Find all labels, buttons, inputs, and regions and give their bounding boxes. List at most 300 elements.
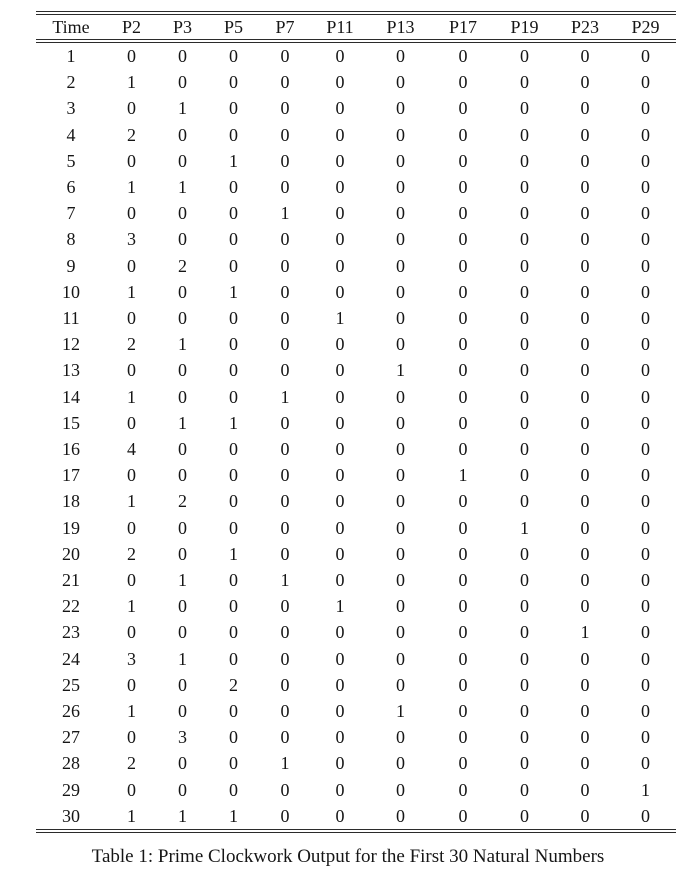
time-cell: 22 xyxy=(62,596,80,617)
exponent-cell: 0 xyxy=(229,753,238,774)
exponent-cell: 1 xyxy=(280,570,290,591)
exponent-cell: 0 xyxy=(229,465,238,486)
exponent-cell: 0 xyxy=(520,412,529,433)
exponent-cell: 2 xyxy=(178,491,187,512)
exponent-cell: 0 xyxy=(335,570,345,591)
exponent-cell: 0 xyxy=(641,203,650,224)
exponent-cell: 0 xyxy=(280,150,290,171)
exponent-cell: 0 xyxy=(335,701,345,722)
exponent-cell: 0 xyxy=(520,203,529,224)
exponent-cell: 0 xyxy=(641,334,650,355)
exponent-cell: 0 xyxy=(280,281,290,302)
exponent-cell: 0 xyxy=(520,805,529,826)
exponent-cell: 0 xyxy=(127,622,136,643)
exponent-cell: 0 xyxy=(229,334,238,355)
table-row xyxy=(36,724,676,750)
exponent-cell: 0 xyxy=(458,177,468,198)
exponent-cell: 0 xyxy=(178,386,187,407)
exponent-cell: 0 xyxy=(580,570,590,591)
exponent-cell: 0 xyxy=(396,596,405,617)
exponent-cell: 0 xyxy=(127,46,136,66)
exponent-cell: 0 xyxy=(335,386,345,407)
table-row xyxy=(36,148,676,174)
exponent-cell: 0 xyxy=(178,72,187,93)
exponent-cell: 0 xyxy=(335,281,345,302)
time-cell: 26 xyxy=(62,701,80,722)
time-cell: 23 xyxy=(62,622,80,643)
exponent-cell: 0 xyxy=(229,203,238,224)
exponent-cell: 0 xyxy=(458,701,468,722)
exponent-cell: 0 xyxy=(335,124,345,145)
exponent-cell: 0 xyxy=(580,465,590,486)
exponent-cell: 0 xyxy=(280,622,290,643)
exponent-cell: 0 xyxy=(458,72,468,93)
exponent-cell: 0 xyxy=(178,124,187,145)
time-cell: 28 xyxy=(62,753,80,774)
time-cell: 10 xyxy=(62,281,80,302)
table-row xyxy=(36,462,676,488)
exponent-cell: 1 xyxy=(396,360,405,381)
exponent-cell: 0 xyxy=(396,124,405,145)
exponent-cell: 0 xyxy=(641,412,650,433)
time-cell: 16 xyxy=(62,439,80,460)
table-row xyxy=(36,69,676,95)
exponent-cell: 0 xyxy=(280,124,290,145)
table-row xyxy=(36,803,676,831)
exponent-cell: 0 xyxy=(396,543,405,564)
time-cell: 3 xyxy=(66,98,76,119)
time-cell: 25 xyxy=(62,674,80,695)
table-row xyxy=(36,646,676,672)
table-row xyxy=(36,410,676,436)
exponent-cell: 1 xyxy=(127,177,136,198)
column-header-p3: P3 xyxy=(157,13,208,41)
exponent-cell: 0 xyxy=(580,203,590,224)
exponent-cell: 0 xyxy=(178,596,187,617)
column-header-p17: P17 xyxy=(432,13,494,41)
exponent-cell: 0 xyxy=(520,674,529,695)
exponent-cell: 1 xyxy=(520,517,529,538)
exponent-cell: 0 xyxy=(458,570,468,591)
exponent-cell: 0 xyxy=(641,622,650,643)
exponent-cell: 0 xyxy=(280,805,290,826)
exponent-cell: 0 xyxy=(396,674,405,695)
exponent-cell: 0 xyxy=(458,648,468,669)
exponent-cell: 0 xyxy=(520,308,529,329)
exponent-cell: 0 xyxy=(127,150,136,171)
exponent-cell: 0 xyxy=(580,805,590,826)
exponent-cell: 0 xyxy=(335,465,345,486)
exponent-cell: 1 xyxy=(580,622,590,643)
exponent-cell: 0 xyxy=(580,281,590,302)
table-row xyxy=(36,253,676,279)
exponent-cell: 0 xyxy=(229,98,238,119)
exponent-cell: 0 xyxy=(641,596,650,617)
exponent-cell: 0 xyxy=(396,46,405,66)
exponent-cell: 0 xyxy=(580,491,590,512)
exponent-cell: 0 xyxy=(580,177,590,198)
exponent-cell: 0 xyxy=(458,360,468,381)
exponent-cell: 0 xyxy=(127,779,136,800)
exponent-cell: 0 xyxy=(229,177,238,198)
exponent-cell: 0 xyxy=(458,386,468,407)
exponent-cell: 0 xyxy=(335,491,345,512)
exponent-cell: 0 xyxy=(641,46,650,66)
time-cell: 7 xyxy=(66,203,76,224)
exponent-cell: 0 xyxy=(396,491,405,512)
exponent-cell: 0 xyxy=(127,412,136,433)
exponent-cell: 0 xyxy=(641,177,650,198)
exponent-cell: 0 xyxy=(520,255,529,276)
exponent-cell: 0 xyxy=(458,805,468,826)
exponent-cell: 0 xyxy=(335,779,345,800)
exponent-cell: 0 xyxy=(458,98,468,119)
time-cell: 12 xyxy=(62,334,80,355)
exponent-cell: 0 xyxy=(178,439,187,460)
exponent-cell: 0 xyxy=(396,150,405,171)
time-cell: 21 xyxy=(62,570,80,591)
exponent-cell: 0 xyxy=(229,779,238,800)
exponent-cell: 0 xyxy=(178,701,187,722)
exponent-cell: 0 xyxy=(335,72,345,93)
table-header-row xyxy=(36,13,676,41)
column-header-time: Time xyxy=(36,13,106,41)
exponent-cell: 0 xyxy=(127,203,136,224)
exponent-cell: 0 xyxy=(229,255,238,276)
exponent-cell: 0 xyxy=(580,255,590,276)
exponent-cell: 0 xyxy=(280,72,290,93)
exponent-cell: 1 xyxy=(229,805,238,826)
exponent-cell: 0 xyxy=(580,727,590,748)
column-header-p23: P23 xyxy=(555,13,615,41)
exponent-cell: 0 xyxy=(178,622,187,643)
table-row xyxy=(36,200,676,226)
exponent-cell: 1 xyxy=(229,281,238,302)
exponent-cell: 1 xyxy=(178,805,187,826)
exponent-cell: 0 xyxy=(520,334,529,355)
time-cell: 5 xyxy=(66,150,76,171)
exponent-cell: 0 xyxy=(458,779,468,800)
exponent-cell: 0 xyxy=(335,805,345,826)
time-cell: 11 xyxy=(62,308,80,329)
exponent-cell: 0 xyxy=(641,150,650,171)
table-row xyxy=(36,41,676,69)
table-row xyxy=(36,122,676,148)
exponent-cell: 0 xyxy=(229,517,238,538)
table-row xyxy=(36,593,676,619)
exponent-cell: 0 xyxy=(280,46,290,66)
exponent-cell: 2 xyxy=(127,124,136,145)
time-cell: 29 xyxy=(62,779,80,800)
time-cell: 19 xyxy=(62,517,80,538)
exponent-cell: 0 xyxy=(127,570,136,591)
exponent-cell: 1 xyxy=(178,334,187,355)
exponent-cell: 0 xyxy=(335,255,345,276)
exponent-cell: 0 xyxy=(641,98,650,119)
exponent-cell: 2 xyxy=(229,674,238,695)
column-header-p5: P5 xyxy=(208,13,259,41)
exponent-cell: 0 xyxy=(396,570,405,591)
exponent-cell: 0 xyxy=(641,648,650,669)
exponent-cell: 0 xyxy=(280,543,290,564)
exponent-cell: 1 xyxy=(178,570,187,591)
exponent-cell: 0 xyxy=(280,334,290,355)
exponent-cell: 0 xyxy=(396,255,405,276)
exponent-cell: 1 xyxy=(229,150,238,171)
exponent-cell: 0 xyxy=(280,360,290,381)
exponent-cell: 0 xyxy=(458,412,468,433)
exponent-cell: 0 xyxy=(580,412,590,433)
column-header-p7: P7 xyxy=(259,13,311,41)
exponent-cell: 1 xyxy=(127,281,136,302)
exponent-cell: 0 xyxy=(280,98,290,119)
exponent-cell: 0 xyxy=(396,517,405,538)
exponent-cell: 0 xyxy=(178,203,187,224)
exponent-cell: 0 xyxy=(458,308,468,329)
exponent-cell: 0 xyxy=(641,543,650,564)
exponent-cell: 2 xyxy=(178,255,187,276)
exponent-cell: 0 xyxy=(335,727,345,748)
time-cell: 17 xyxy=(62,465,80,486)
exponent-cell: 0 xyxy=(458,727,468,748)
exponent-cell: 0 xyxy=(520,491,529,512)
exponent-cell: 0 xyxy=(520,648,529,669)
exponent-cell: 0 xyxy=(520,386,529,407)
exponent-cell: 0 xyxy=(641,229,650,250)
exponent-cell: 2 xyxy=(127,753,136,774)
exponent-cell: 3 xyxy=(127,648,136,669)
exponent-cell: 0 xyxy=(396,622,405,643)
exponent-cell: 0 xyxy=(520,622,529,643)
exponent-cell: 0 xyxy=(580,543,590,564)
exponent-cell: 0 xyxy=(580,308,590,329)
exponent-cell: 0 xyxy=(127,517,136,538)
exponent-cell: 0 xyxy=(641,570,650,591)
exponent-cell: 4 xyxy=(127,439,136,460)
time-cell: 9 xyxy=(66,255,76,276)
exponent-cell: 0 xyxy=(396,98,405,119)
table-row xyxy=(36,279,676,305)
exponent-cell: 0 xyxy=(580,701,590,722)
exponent-cell: 0 xyxy=(458,622,468,643)
prime-clockwork-table xyxy=(36,11,676,833)
exponent-cell: 1 xyxy=(280,753,290,774)
exponent-cell: 0 xyxy=(520,124,529,145)
exponent-cell: 0 xyxy=(520,150,529,171)
exponent-cell: 0 xyxy=(280,229,290,250)
time-cell: 27 xyxy=(62,727,80,748)
exponent-cell: 0 xyxy=(229,46,238,66)
exponent-cell: 0 xyxy=(396,727,405,748)
exponent-cell: 0 xyxy=(580,98,590,119)
exponent-cell: 1 xyxy=(178,648,187,669)
table-row xyxy=(36,384,676,410)
column-header-p19: P19 xyxy=(494,13,555,41)
exponent-cell: 0 xyxy=(229,727,238,748)
exponent-cell: 0 xyxy=(580,648,590,669)
exponent-cell: 0 xyxy=(127,308,136,329)
table-row xyxy=(36,619,676,645)
table-caption: Table 1: Prime Clockwork Output for the First 30 Natural Numbers xyxy=(91,846,605,868)
exponent-cell: 0 xyxy=(229,701,238,722)
table-row xyxy=(36,226,676,252)
exponent-cell: 0 xyxy=(178,360,187,381)
exponent-cell: 0 xyxy=(335,98,345,119)
column-header-p11: P11 xyxy=(311,13,369,41)
exponent-cell: 0 xyxy=(580,334,590,355)
exponent-cell: 0 xyxy=(229,596,238,617)
exponent-cell: 0 xyxy=(280,308,290,329)
exponent-cell: 0 xyxy=(458,439,468,460)
exponent-cell: 0 xyxy=(641,465,650,486)
exponent-cell: 1 xyxy=(178,177,187,198)
exponent-cell: 0 xyxy=(580,46,590,66)
exponent-cell: 0 xyxy=(229,308,238,329)
exponent-cell: 0 xyxy=(178,517,187,538)
exponent-cell: 0 xyxy=(641,360,650,381)
exponent-cell: 0 xyxy=(580,674,590,695)
exponent-cell: 0 xyxy=(396,334,405,355)
exponent-cell: 0 xyxy=(178,753,187,774)
table-row xyxy=(36,541,676,567)
exponent-cell: 0 xyxy=(580,596,590,617)
exponent-cell: 0 xyxy=(641,701,650,722)
exponent-cell: 0 xyxy=(127,465,136,486)
exponent-cell: 1 xyxy=(458,465,468,486)
exponent-cell: 0 xyxy=(520,281,529,302)
exponent-cell: 0 xyxy=(396,281,405,302)
table-row xyxy=(36,515,676,541)
exponent-cell: 0 xyxy=(335,674,345,695)
exponent-cell: 0 xyxy=(641,491,650,512)
exponent-cell: 0 xyxy=(229,360,238,381)
exponent-cell: 0 xyxy=(458,543,468,564)
exponent-cell: 0 xyxy=(458,334,468,355)
exponent-cell: 0 xyxy=(335,517,345,538)
exponent-cell: 0 xyxy=(520,779,529,800)
exponent-cell: 1 xyxy=(335,308,345,329)
exponent-cell: 0 xyxy=(280,648,290,669)
exponent-cell: 0 xyxy=(458,491,468,512)
exponent-cell: 0 xyxy=(229,570,238,591)
exponent-cell: 1 xyxy=(280,386,290,407)
time-cell: 20 xyxy=(62,543,80,564)
table-header xyxy=(36,13,676,41)
exponent-cell: 0 xyxy=(580,753,590,774)
exponent-cell: 0 xyxy=(641,386,650,407)
exponent-cell: 1 xyxy=(127,72,136,93)
exponent-cell: 0 xyxy=(335,753,345,774)
exponent-cell: 0 xyxy=(335,360,345,381)
exponent-cell: 0 xyxy=(396,779,405,800)
exponent-cell: 0 xyxy=(396,648,405,669)
exponent-cell: 2 xyxy=(127,543,136,564)
exponent-cell: 0 xyxy=(127,98,136,119)
time-cell: 1 xyxy=(66,46,76,66)
exponent-cell: 1 xyxy=(229,543,238,564)
table-row xyxy=(36,95,676,121)
exponent-cell: 0 xyxy=(641,281,650,302)
time-cell: 4 xyxy=(66,124,76,145)
table-row xyxy=(36,777,676,803)
exponent-cell: 0 xyxy=(229,124,238,145)
exponent-cell: 0 xyxy=(520,465,529,486)
time-cell: 2 xyxy=(66,72,76,93)
exponent-cell: 0 xyxy=(178,674,187,695)
exponent-cell: 0 xyxy=(280,491,290,512)
exponent-cell: 0 xyxy=(335,648,345,669)
exponent-cell: 0 xyxy=(127,255,136,276)
exponent-cell: 0 xyxy=(280,255,290,276)
exponent-cell: 0 xyxy=(229,386,238,407)
exponent-cell: 0 xyxy=(520,727,529,748)
exponent-cell: 0 xyxy=(641,727,650,748)
exponent-cell: 0 xyxy=(520,439,529,460)
exponent-cell: 0 xyxy=(396,229,405,250)
exponent-cell: 0 xyxy=(229,622,238,643)
table-row xyxy=(36,436,676,462)
table-row xyxy=(36,331,676,357)
exponent-cell: 0 xyxy=(178,543,187,564)
exponent-cell: 0 xyxy=(520,701,529,722)
exponent-cell: 0 xyxy=(280,465,290,486)
exponent-cell: 1 xyxy=(127,805,136,826)
exponent-cell: 0 xyxy=(458,150,468,171)
exponent-cell: 1 xyxy=(641,779,650,800)
exponent-cell: 0 xyxy=(520,229,529,250)
exponent-cell: 1 xyxy=(127,701,136,722)
exponent-cell: 0 xyxy=(641,517,650,538)
exponent-cell: 0 xyxy=(520,46,529,66)
table-body xyxy=(36,41,676,831)
exponent-cell: 0 xyxy=(396,412,405,433)
table-row xyxy=(36,174,676,200)
exponent-cell: 0 xyxy=(335,439,345,460)
exponent-cell: 0 xyxy=(641,255,650,276)
time-cell: 24 xyxy=(62,648,80,669)
column-header-p13: P13 xyxy=(369,13,432,41)
exponent-cell: 0 xyxy=(178,150,187,171)
exponent-cell: 0 xyxy=(520,177,529,198)
exponent-cell: 1 xyxy=(178,98,187,119)
exponent-cell: 0 xyxy=(335,229,345,250)
column-header-p29: P29 xyxy=(615,13,676,41)
exponent-cell: 3 xyxy=(127,229,136,250)
exponent-cell: 1 xyxy=(396,701,405,722)
exponent-cell: 1 xyxy=(335,596,345,617)
exponent-cell: 3 xyxy=(178,727,187,748)
exponent-cell: 0 xyxy=(458,753,468,774)
exponent-cell: 0 xyxy=(641,124,650,145)
exponent-cell: 0 xyxy=(335,622,345,643)
exponent-cell: 0 xyxy=(458,596,468,617)
exponent-cell: 0 xyxy=(458,124,468,145)
exponent-cell: 0 xyxy=(458,203,468,224)
exponent-cell: 0 xyxy=(458,46,468,66)
exponent-cell: 0 xyxy=(280,439,290,460)
exponent-cell: 0 xyxy=(280,596,290,617)
time-cell: 13 xyxy=(62,360,80,381)
exponent-cell: 0 xyxy=(458,674,468,695)
column-header-p2: P2 xyxy=(106,13,157,41)
table-row xyxy=(36,488,676,514)
table-row xyxy=(36,567,676,593)
exponent-cell: 0 xyxy=(280,727,290,748)
exponent-cell: 0 xyxy=(458,281,468,302)
exponent-cell: 1 xyxy=(229,412,238,433)
exponent-cell: 0 xyxy=(580,386,590,407)
exponent-cell: 1 xyxy=(127,386,136,407)
